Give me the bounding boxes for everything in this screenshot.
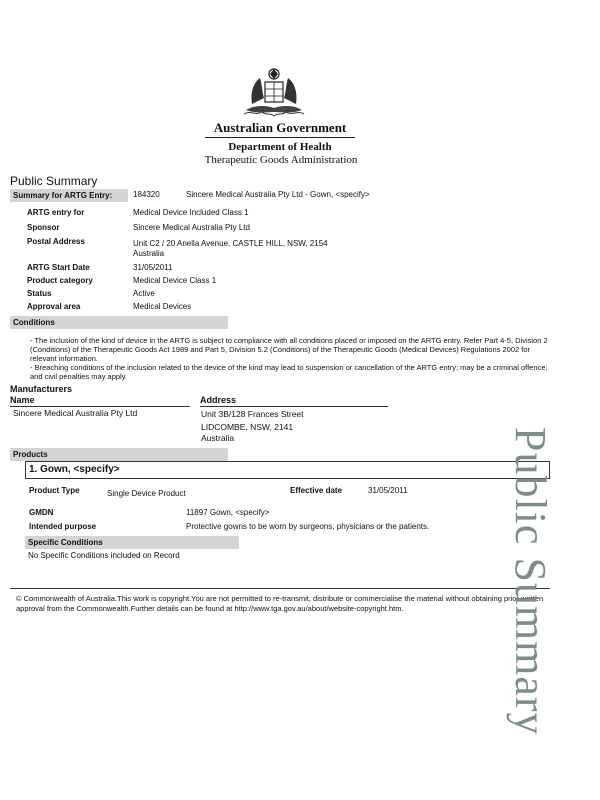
postal-address-line2: Australia <box>133 249 165 258</box>
approval-area-label: Approval area <box>27 302 81 311</box>
header-divider <box>205 137 355 138</box>
approval-area-value: Medical Devices <box>133 302 192 311</box>
start-date-value: 31/05/2011 <box>133 263 173 272</box>
specific-conditions-heading: Specific Conditions <box>25 536 239 549</box>
manufacturer-name: Sincere Medical Australia Pty Ltd <box>13 408 138 418</box>
manufacturer-address-line1: Unit 3B/128 Frances Street <box>201 409 304 419</box>
effective-date-label: Effective date <box>290 486 343 495</box>
gmdn-label: GMDN <box>29 508 54 517</box>
department-name: Department of Health <box>228 141 332 153</box>
product-title: 1. Gown, <specify> <box>29 464 120 475</box>
manufacturer-name-header: Name <box>10 395 35 405</box>
agency-name: Therapeutic Goods Administration <box>204 154 358 166</box>
copyright-notice: © Commonwealth of Australia.This work is copyright.You are not permitted to re-transmit, distribute or commercialise the material without obtaining prior written approval from the Commonwealth.Further details can be found at http://www.tga.gov.au/about/website-copyright.htm. <box>16 594 544 613</box>
start-date-label: ARTG Start Date <box>27 263 90 272</box>
public-summary-watermark: Public Summary <box>506 427 555 736</box>
product-type-value: Single Device Product <box>107 489 186 498</box>
manufacturer-address-line3: Australia <box>201 433 235 443</box>
address-column-rule <box>200 406 388 407</box>
product-category-value: Medical Device Class 1 <box>133 276 217 285</box>
intended-purpose-label: Intended purpose <box>29 522 97 531</box>
sponsor-label: Sponsor <box>27 223 60 232</box>
condition-paragraph-1: - The inclusion of the kind of device in the ARTG is subject to compliance with all conditions placed or imposed on the ARTG entry. Refer Part 4-5, Division 2 (Conditions) of the Therapeutic Goods Act 1989 and Part 5, Division 5.2 (Conditions) of the Therapeutic Goods (Medical Devices) Regulations 2002 for relevant information. <box>30 336 548 363</box>
coat-of-arms-emblem <box>240 68 308 120</box>
product-category-label: Product category <box>27 276 93 285</box>
status-label: Status <box>27 289 52 298</box>
summary-label-bar: Summary for ARTG Entry: <box>10 189 128 202</box>
products-heading: Products <box>10 448 228 461</box>
artg-entry-value: Medical Device Included Class 1 <box>133 208 249 217</box>
footer-divider <box>10 588 550 589</box>
sponsor-value: Sincere Medical Australia Pty Ltd <box>133 223 250 232</box>
status-value: Active <box>133 289 155 298</box>
specific-conditions-value: No Specific Conditions included on Record <box>28 551 180 560</box>
product-type-label: Product Type <box>29 486 80 495</box>
conditions-heading: Conditions <box>10 316 228 329</box>
postal-address-label: Postal Address <box>27 237 85 246</box>
effective-date-value: 31/05/2011 <box>368 486 408 495</box>
gmdn-value: 11897 Gown, <specify> <box>186 508 270 517</box>
postal-address-line1: Unit C2 / 20 Anella Avenue, CASTLE HILL, NSW, 2154 <box>133 239 328 248</box>
manufacturers-heading: Manufacturers <box>10 384 73 394</box>
artg-entry-label: ARTG entry for <box>27 208 85 217</box>
intended-purpose-value: Protective gowns to be worn by surgeons, physicians or the patients. <box>186 522 430 531</box>
entry-number: 184320 <box>133 190 160 199</box>
name-column-rule <box>10 406 190 407</box>
manufacturer-address-line2: LIDCOMBE, NSW, 2141 <box>201 422 294 432</box>
government-name: Australian Government <box>213 120 347 135</box>
entry-name: Sincere Medical Australia Pty Ltd - Gown, <specify> <box>186 190 370 199</box>
manufacturer-address-header: Address <box>200 395 237 405</box>
document-title: Public Summary <box>10 174 98 188</box>
condition-paragraph-2: - Breaching conditions of the inclusion related to the device of the kind may lead to suspension or cancellation of the ARTG entry; may be a criminal offence; and civil penalties may apply. <box>30 363 548 381</box>
